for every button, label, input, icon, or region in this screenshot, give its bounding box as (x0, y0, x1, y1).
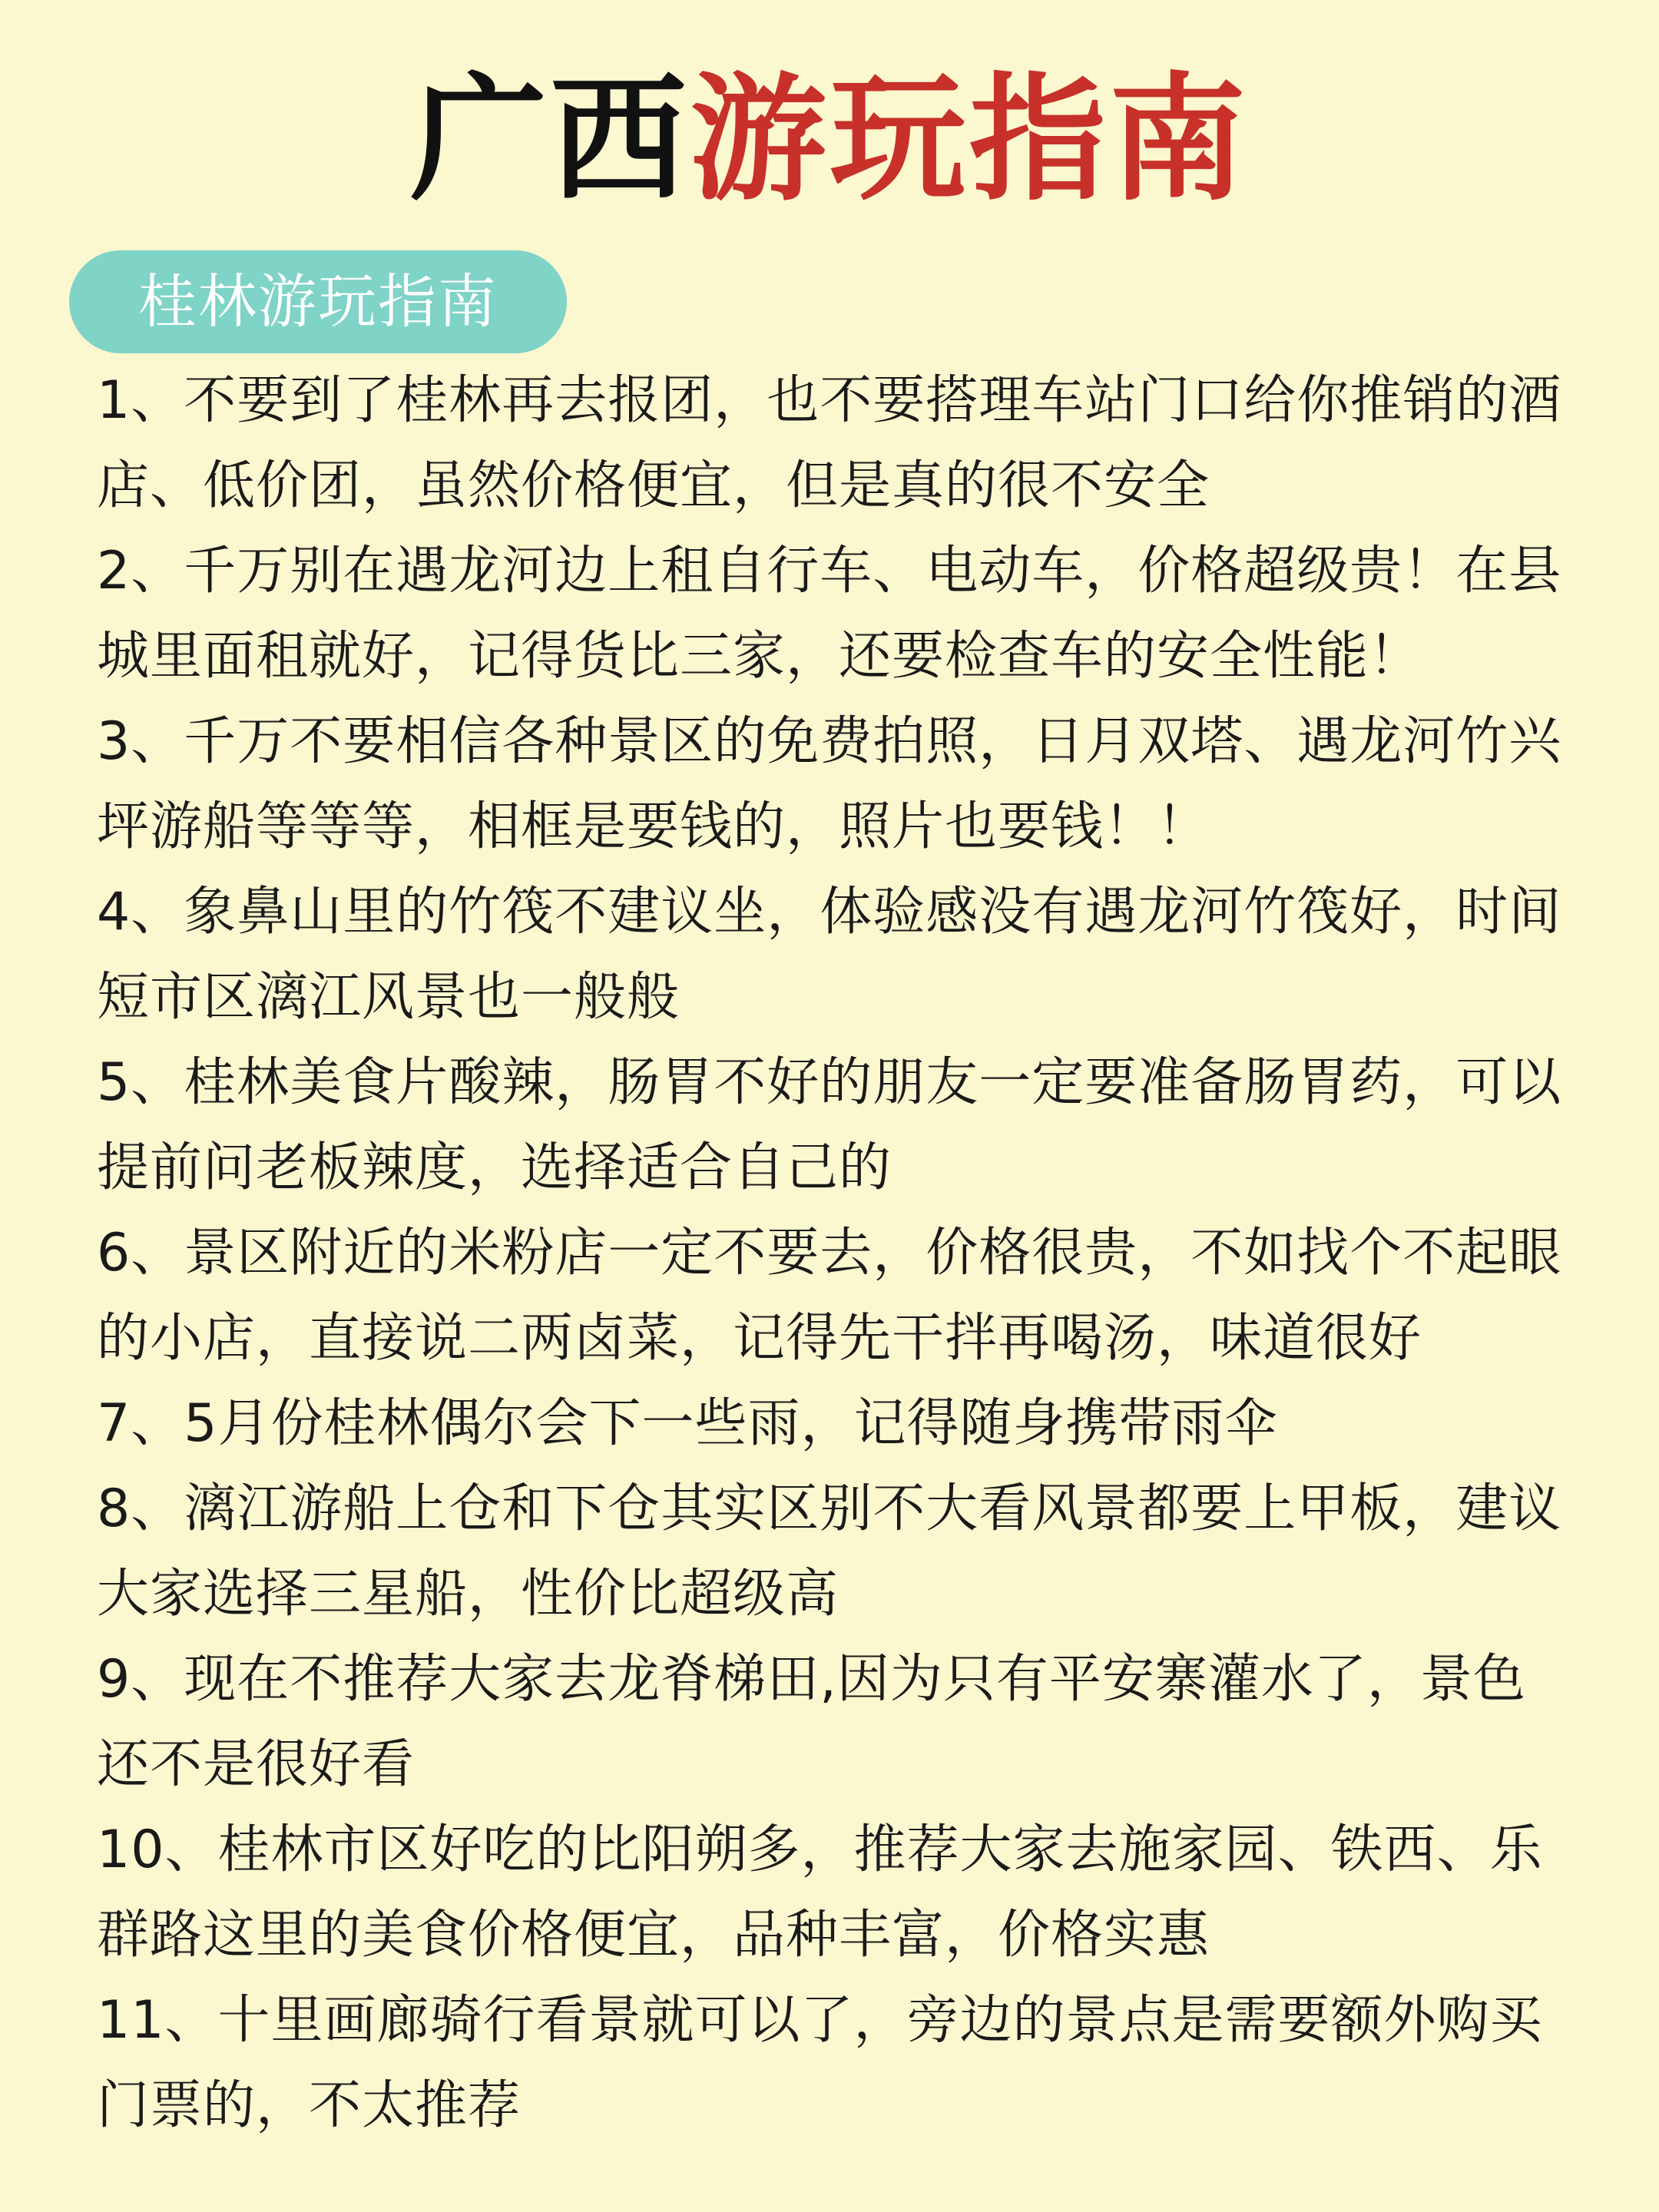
tips-list (97, 358, 1571, 2148)
tip-item: 1、不要到了桂林再去报团，也不要搭理车站门口给你推销的酒店、低价团，虽然价格便宜，但是真的很不安全 (97, 370, 1562, 516)
title-topic: 游玩指南 (690, 60, 1249, 219)
tip-item: 3、千万不要相信各种景区的免费拍照，日月双塔、遇龙河竹兴坪游船等等等，相框是要钱的，照片也要钱！！ (97, 711, 1562, 857)
tip-item: 2、千万别在遇龙河边上租自行车、电动车，价格超级贵！在县城里面租就好，记得货比三家，还要检查车的安全性能！ (97, 541, 1562, 687)
tip-item: 5、桂林美食片酸辣，肠胃不好的朋友一定要准备肠胃药，可以提前问老板辣度，选择适合自己的 (97, 1052, 1562, 1198)
section-badge-label: 桂林游玩指南 (138, 267, 498, 336)
tip-item: 10、桂林市区好吃的比阳朔多，推荐大家去施家园、铁西、乐群路这里的美食价格便宜，品种丰富，价格实惠 (97, 1820, 1543, 1965)
title-region: 广西 (410, 60, 690, 219)
tip-item: 11、十里画廊骑行看景就可以了，旁边的景点是需要额外购买门票的，不太推荐 (97, 1990, 1543, 2136)
page-title (0, 60, 1659, 219)
tip-item: 9、现在不推荐大家去龙脊梯田,因为只有平安寨灌水了，景色还不是很好看 (97, 1649, 1526, 1795)
tip-item: 6、景区附近的米粉店一定不要去，价格很贵，不如找个不起眼的小店，直接说二两卤菜，记得先干拌再喝汤，味道很好 (97, 1223, 1562, 1369)
section-badge (69, 250, 567, 353)
tip-item: 4、象鼻山里的竹筏不建议坐，体验感没有遇龙河竹筏好，时间短市区漓江风景也一般般 (97, 882, 1562, 1028)
tip-item: 7、5月份桂林偶尔会下一些雨，记得随身携带雨伞 (97, 1393, 1278, 1454)
tip-item: 8、漓江游船上仓和下仓其实区别不大看风景都要上甲板，建议大家选择三星船，性价比超级高 (97, 1479, 1562, 1624)
